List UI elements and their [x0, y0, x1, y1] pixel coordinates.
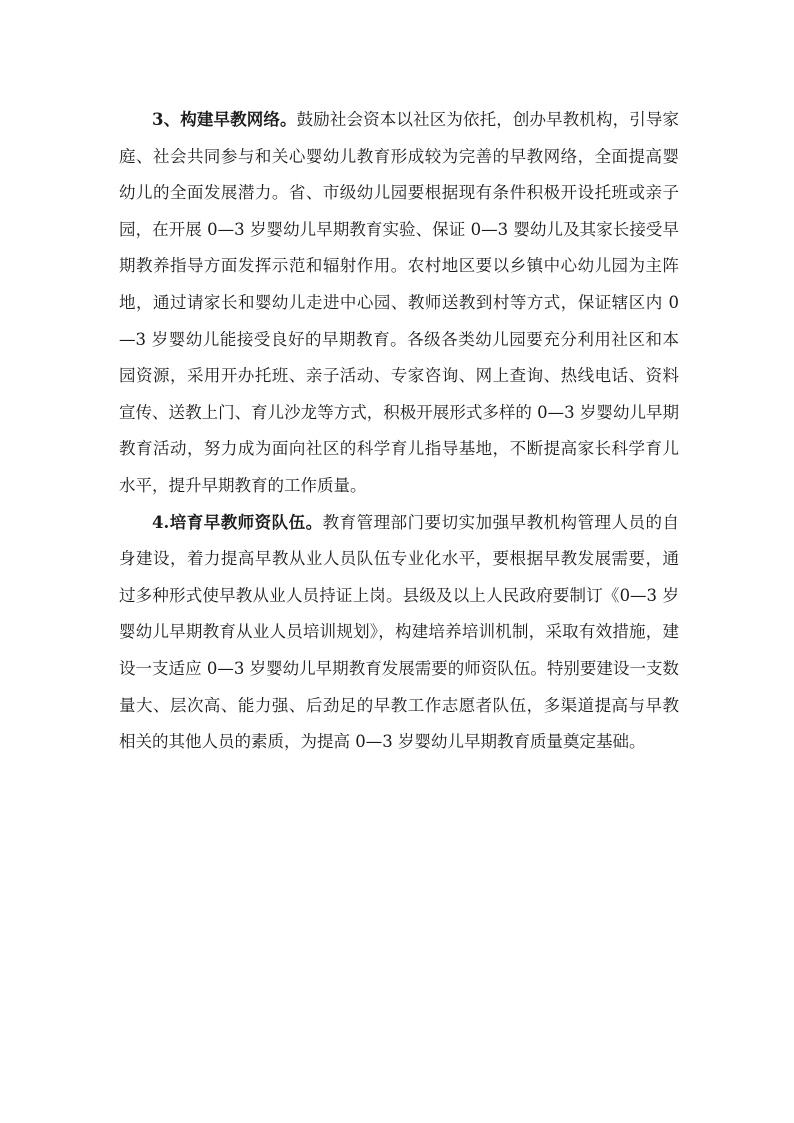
section-3-text: 鼓励社会资本以社区为依托，创办早教机构，引导家庭、社会共同参与和关心婴幼儿教育形成较为完善的早教网络，全面提高婴幼儿的全面发展潜力。省、市级幼儿园要根据现有条件积极开设托班或亲子园，在开展 0—3 岁婴幼儿早期教育实验、保证 0—3 婴幼儿及其家长接受早期教养指导方面发挥示范和辐射作用。农村地区要以乡镇中心幼儿园为主阵地，通过请家长和婴幼儿走进中心园、教师送教到村等方式，保证辖区内 0—3 岁婴幼儿能接受良好的早期教育。各级各类幼儿园要充分利用社区和本园资源，采用开办托班、亲子活动、专家咨询、网上查询、热线电话、资料宣传、送教上门、育儿沙龙等方式，积极开展形式多样的 0—3 岁婴幼儿早期教育活动，努力成为面向社区的科学育儿指导基地，不断提高家长科学育儿水平，提升早期教育的工作质量。	[119, 110, 680, 495]
paragraph-section-3	[119, 102, 679, 505]
section-4-text: 教育管理部门要切实加强早教机构管理人员的自身建设，着力提高早教从业人员队伍专业化水平，要根据早教发展需要，通过多种形式使早教从业人员持证上岗。县级及以上人民政府要制订《0—3 岁婴幼儿早期教育从业人员培训规划》，构建培养培训机制，采取有效措施，建设一支适应 0—3 岁婴幼儿早期教育发展需要的师资队伍。特别要建设一支数量大、层次高、能力强、后劲足的早教工作志愿者队伍，多渠道提高与早教相关的其他人员的素质，为提高 0—3 岁婴幼儿早期教育质量奠定基础。	[119, 512, 679, 752]
section-3-heading: 3、构建早教网络。	[152, 110, 297, 129]
section-4-heading: 4.培育早教师资队伍。	[152, 512, 323, 532]
paragraph-section-4	[119, 505, 679, 761]
document-body	[119, 102, 679, 761]
